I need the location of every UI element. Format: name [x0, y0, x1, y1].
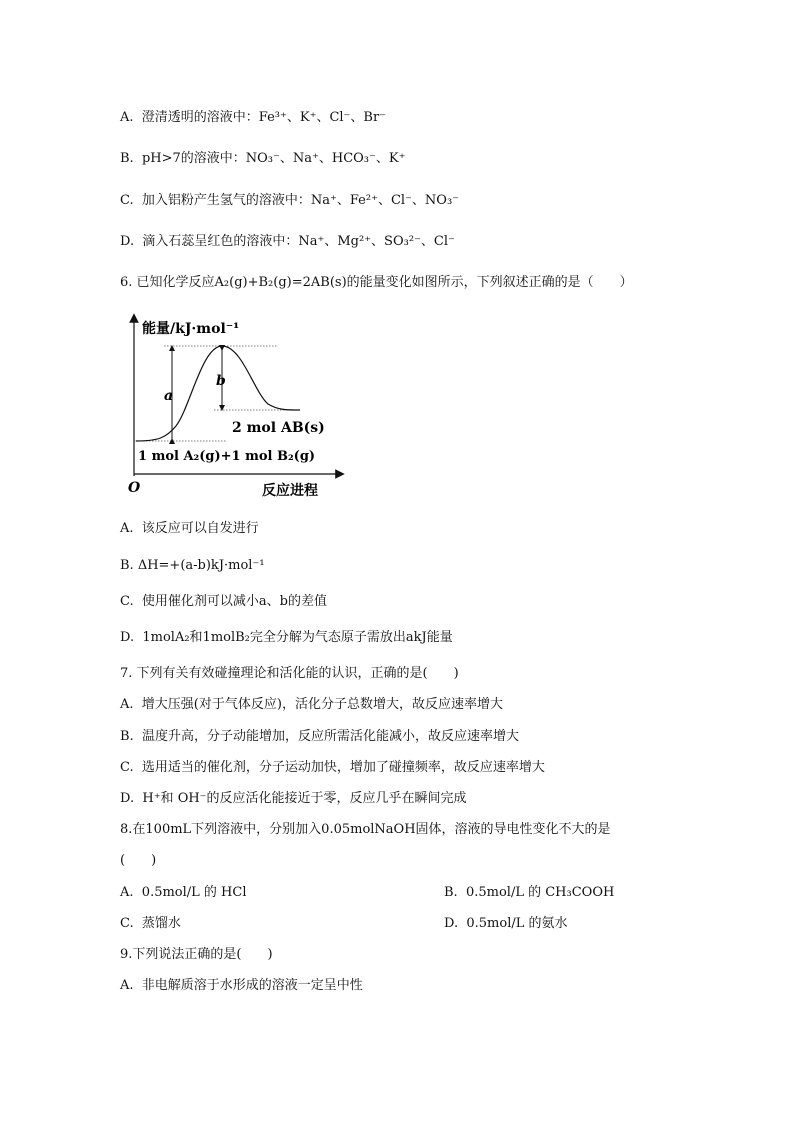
product-label: 2 mol AB(s)	[232, 420, 325, 436]
q5-option-d: D. 滴入石蕊呈红色的溶液中：Na⁺、Mg²⁺、SO₃²⁻、Cl⁻	[120, 234, 455, 249]
q6-option-c: C. 使用催化剂可以减小a、b的差值	[120, 594, 327, 609]
q5-option-a: A. 澄清透明的溶液中：Fe³⁺、K⁺、Cl⁻、Br⁻	[120, 110, 387, 125]
q7-option-c: C. 选用适当的催化剂，分子运动加快，增加了碰撞频率，故反应速率增大	[120, 760, 545, 775]
q5-option-c: C. 加入铝粉产生氢气的溶液中：Na⁺、Fe²⁺、Cl⁻、NO₃⁻	[120, 193, 460, 208]
q9-stem: 9.下列说法正确的是( )	[120, 947, 273, 962]
y-axis-label: 能量/kJ·mol⁻¹	[142, 321, 240, 337]
q6-stem: 6. 已知化学反应A₂(g)+B₂(g)=2AB(s)的能量变化如图所示，下列叙述正确的是（ ）	[120, 275, 633, 290]
q8-stem: 8.在100mL下列溶液中，分别加入0.05molNaOH固体，溶液的导电性变化不大的是	[120, 822, 611, 837]
q8-stem-paren: ( )	[120, 853, 157, 868]
q8-option-b: B. 0.5mol/L 的 CH₃COOH	[444, 885, 615, 900]
label-b: b	[216, 373, 226, 389]
x-axis-label: 反应进程	[262, 483, 318, 499]
q6-option-b: B. ΔH=+(a-b)kJ·mol⁻¹	[120, 558, 265, 573]
reactant-label: 1 mol A₂(g)+1 mol B₂(g)	[138, 449, 316, 464]
q7-option-d: D. H⁺和 OH⁻的反应活化能接近于零，反应几乎在瞬间完成	[120, 791, 467, 806]
q9-option-a: A. 非电解质溶于水形成的溶液一定呈中性	[120, 978, 363, 993]
q6-option-a: A. 该反应可以自发进行	[120, 521, 259, 536]
q8-option-a: A. 0.5mol/L 的 HCl	[120, 885, 247, 900]
q6-option-d: D. 1molA₂和1molB₂完全分解为气态原子需放出akJ能量	[120, 630, 453, 645]
q8-option-d: D. 0.5mol/L 的氨水	[444, 916, 568, 931]
q7-option-b: B. 温度升高，分子动能增加，反应所需活化能减小，故反应速率增大	[120, 729, 519, 744]
q7-option-a: A. 增大压强(对于气体反应)，活化分子总数增大，故反应速率增大	[120, 697, 503, 712]
label-a: a	[164, 388, 174, 404]
q7-stem: 7. 下列有关有效碰撞理论和活化能的认识，正确的是( )	[120, 666, 459, 681]
origin-label: O	[128, 480, 141, 496]
q8-option-c: C. 蒸馏水	[120, 916, 181, 931]
energy-diagram	[118, 312, 358, 502]
q5-option-b: B. pH>7的溶液中：NO₃⁻、Na⁺、HCO₃⁻、K⁺	[120, 151, 406, 166]
